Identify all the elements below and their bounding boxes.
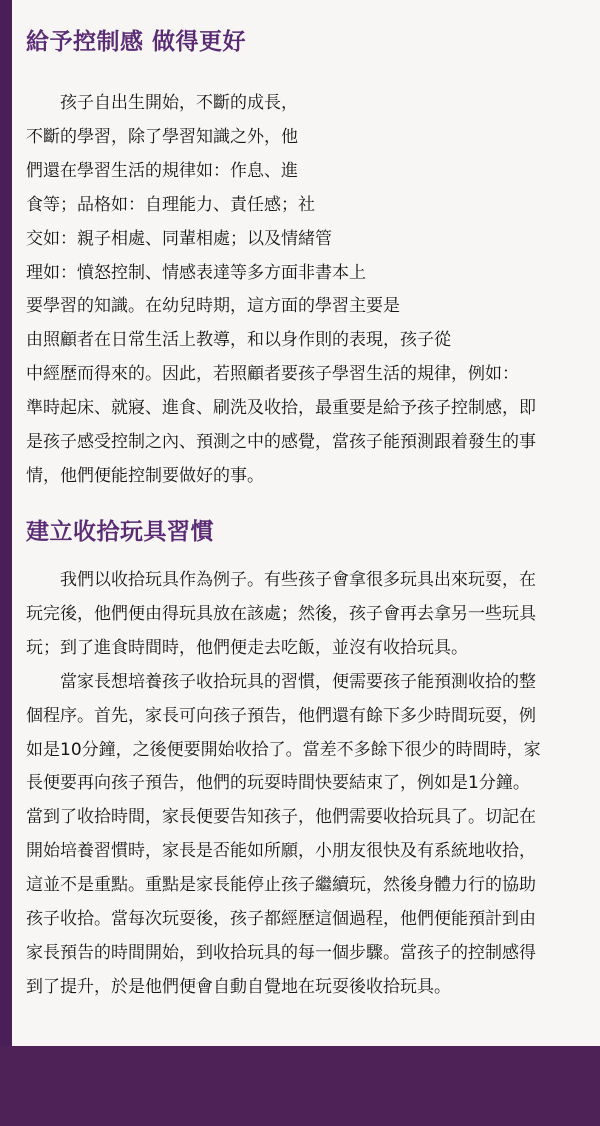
text-line: 食等；品格如：自理能力、責任感；社 — [26, 194, 315, 215]
text-line: 到了提升，於是他們便會自動自覺地在玩耍後收拾玩具。 — [26, 976, 451, 997]
text-line: 開始培養習慣時，家長是否能如所願，小朋友很快及有系統地收拾， — [26, 841, 536, 862]
text-line: 中經歷而得來的。因此，若照顧者要孩子學習生活的規律，例如： — [26, 364, 519, 385]
section-heading-control: 給予控制感 做得更好 — [26, 29, 247, 55]
text-line: 如是10分鐘，之後便要開始收拾了。當差不多餘下很少的時間時，家 — [26, 739, 541, 760]
text-line: 我們以收拾玩具作為例子。有些孩子會拿很多玩具出來玩耍，在 — [60, 570, 536, 590]
text-line: 這並不是重點。重點是家長能停止孩子繼續玩，然後身體力行的協助 — [26, 875, 536, 896]
text-line: 孩子收拾。當每次玩耍後，孩子都經歷這個過程，他們便能預計到由 — [26, 909, 536, 930]
left-edge-bar — [0, 0, 12, 1046]
paragraph-example — [26, 564, 586, 666]
text-line: 要學習的知識。在幼兒時期，這方面的學習主要是 — [26, 296, 400, 317]
text-line: 個程序。首先，家長可向孩子預告，他們還有餘下多少時間玩耍，例 — [26, 705, 536, 726]
text-line: 當家長想培養孩子收拾玩具的習慣，便需要孩子能預測收拾的整 — [60, 671, 536, 692]
text-line: 交如：親子相處、同輩相處；以及情緒管 — [26, 228, 332, 249]
text-line: 理如：憤怒控制、情感表達等多方面非書本上 — [26, 262, 366, 283]
text-line: 們還在學習生活的規律如：作息、進 — [26, 160, 298, 181]
text-line: 孩子自出生開始，不斷的成長， — [60, 93, 298, 113]
paragraph-control — [26, 87, 586, 494]
bottom-band — [0, 1046, 600, 1126]
text-line: 準時起床、就寢、進食、刷洗及收拾，最重要是給予孩子控制感，即 — [26, 398, 536, 419]
section-toy-habit — [26, 516, 586, 1005]
text-line: 是孩子感受控制之內、預測之中的感覺，當孩子能預測跟着發生的事 — [26, 432, 536, 453]
text-line: 玩；到了進食時間時，他們便走去吃飯，並沒有收拾玩具。 — [26, 637, 468, 658]
text-line: 不斷的學習，除了學習知識之外，他 — [26, 126, 298, 147]
text-line: 當到了收拾時間，家長便要告知孩子，他們需要收拾玩具了。切記在 — [26, 807, 536, 828]
text-line: 由照顧者在日常生活上教導，和以身作則的表現，孩子從 — [26, 330, 451, 351]
paragraph-habit — [26, 666, 586, 1005]
text-line: 情，他們便能控制要做好的事。 — [26, 465, 264, 486]
section-heading-toy-habit: 建立收拾玩具習慣 — [26, 519, 214, 545]
text-line: 家長預告的時間開始，到收拾玩具的每一個步驟。當孩子的控制感得 — [26, 942, 536, 963]
text-line: 玩完後，他們便由得玩具放在該處；然後，孩子會再去拿另一些玩具 — [26, 603, 536, 624]
section-control — [26, 26, 586, 494]
text-line: 長便要再向孩子預告，他們的玩耍時間快要結束了，例如是1分鐘。 — [26, 773, 530, 794]
